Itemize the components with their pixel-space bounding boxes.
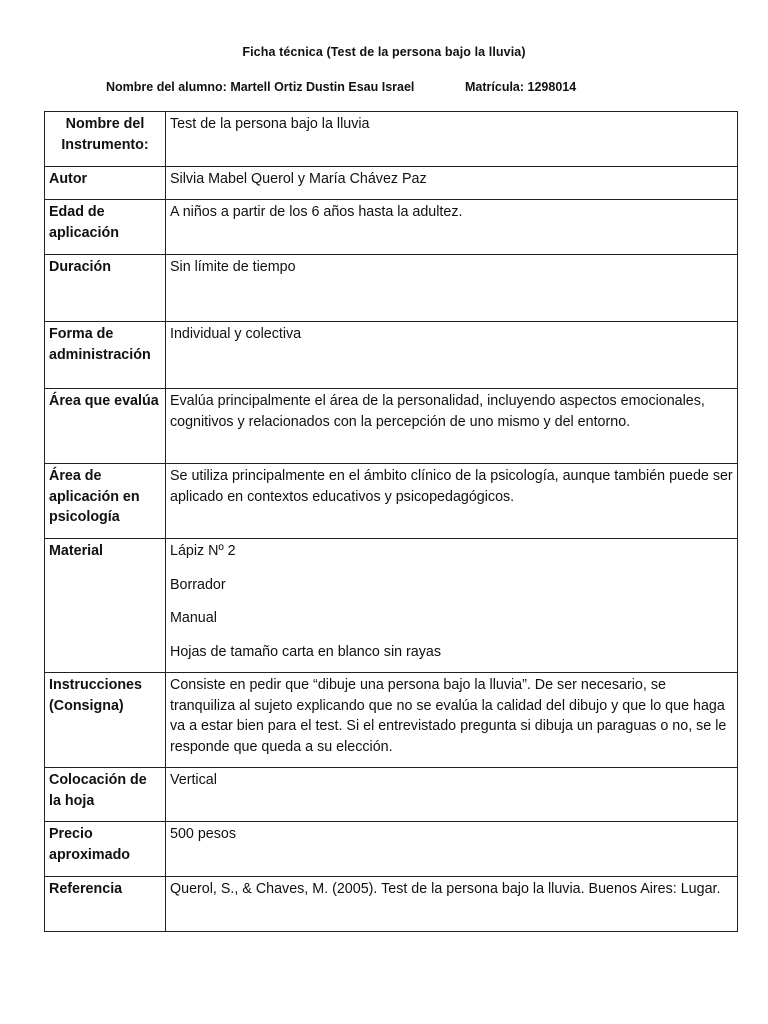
table-row [45,255,738,322]
row-label-sheet-orientation: Colocación de la hoja [45,768,166,822]
row-value-administration: Individual y colectiva [166,322,738,389]
row-label-instrument: Nombre del Instrumento: [45,112,166,167]
row-value-instructions: Consiste en pedir que “dibuje una persona bajo la lluvia”. De ser necesario, se tranquiliza al sujeto explicando que no se evalúa la calidad del dibujo y que lo que haga va a estar bien para el test. Si el entrevistado pregunta si dibuja un paraguas o no, se le responde que queda a su elección. [166,673,738,768]
row-label-material: Material [45,539,166,673]
document-title: Ficha técnica (Test de la persona bajo la lluvia) [242,45,526,59]
row-value-sheet-orientation: Vertical [166,768,738,822]
table-row [45,673,738,768]
table-row [45,322,738,389]
table-row [45,877,738,932]
student-id: Matrícula: 1298014 [465,80,577,94]
row-label-price: Precio aproximado [45,822,166,877]
row-value-duration: Sin límite de tiempo [166,255,738,322]
table-row [45,539,738,673]
technical-sheet-table [44,111,738,932]
material-item: Manual [170,610,217,626]
row-value-age: A niños a partir de los 6 años hasta la adultez. [166,200,738,255]
row-value-area: Evalúa principalmente el área de la personalidad, incluyendo aspectos emocionales, cognitivos y relacionados con la percepción de uno mismo y del entorno. [166,389,738,464]
table-row [45,464,738,539]
row-label-instructions: Instrucciones (Consigna) [45,673,166,768]
row-value-author: Silvia Mabel Querol y María Chávez Paz [166,167,738,200]
student-name: Nombre del alumno: Martell Ortiz Dustin Esau Israel [106,80,415,94]
table-row [45,112,738,167]
table-row [45,200,738,255]
row-label-administration: Forma de administración [45,322,166,389]
row-value-instrument: Test de la persona bajo la lluvia [166,112,738,167]
row-label-area: Área que evalúa [45,389,166,464]
table-row [45,822,738,877]
row-value-application-area: Se utiliza principalmente en el ámbito clínico de la psicología, aunque también puede ser aplicado en contextos educativos y psicopedagógicos. [166,464,738,539]
row-label-reference: Referencia [45,877,166,932]
row-label-duration: Duración [45,255,166,322]
row-label-author: Autor [45,167,166,200]
material-item: Lápiz Nº 2 [170,543,236,559]
table-row [45,768,738,822]
row-value-reference: Querol, S., & Chaves, M. (2005). Test de la persona bajo la lluvia. Buenos Aires: Lugar. [166,877,738,932]
row-label-application-area: Área de aplicación en psicología [45,464,166,539]
material-item: Borrador [170,576,226,593]
material-item: Hojas de tamaño carta en blanco sin rayas [170,643,441,660]
table-row [45,389,738,464]
row-value-material [166,539,738,673]
row-label-age: Edad de aplicación [45,200,166,255]
row-value-price: 500 pesos [166,822,738,877]
table-row [45,167,738,200]
